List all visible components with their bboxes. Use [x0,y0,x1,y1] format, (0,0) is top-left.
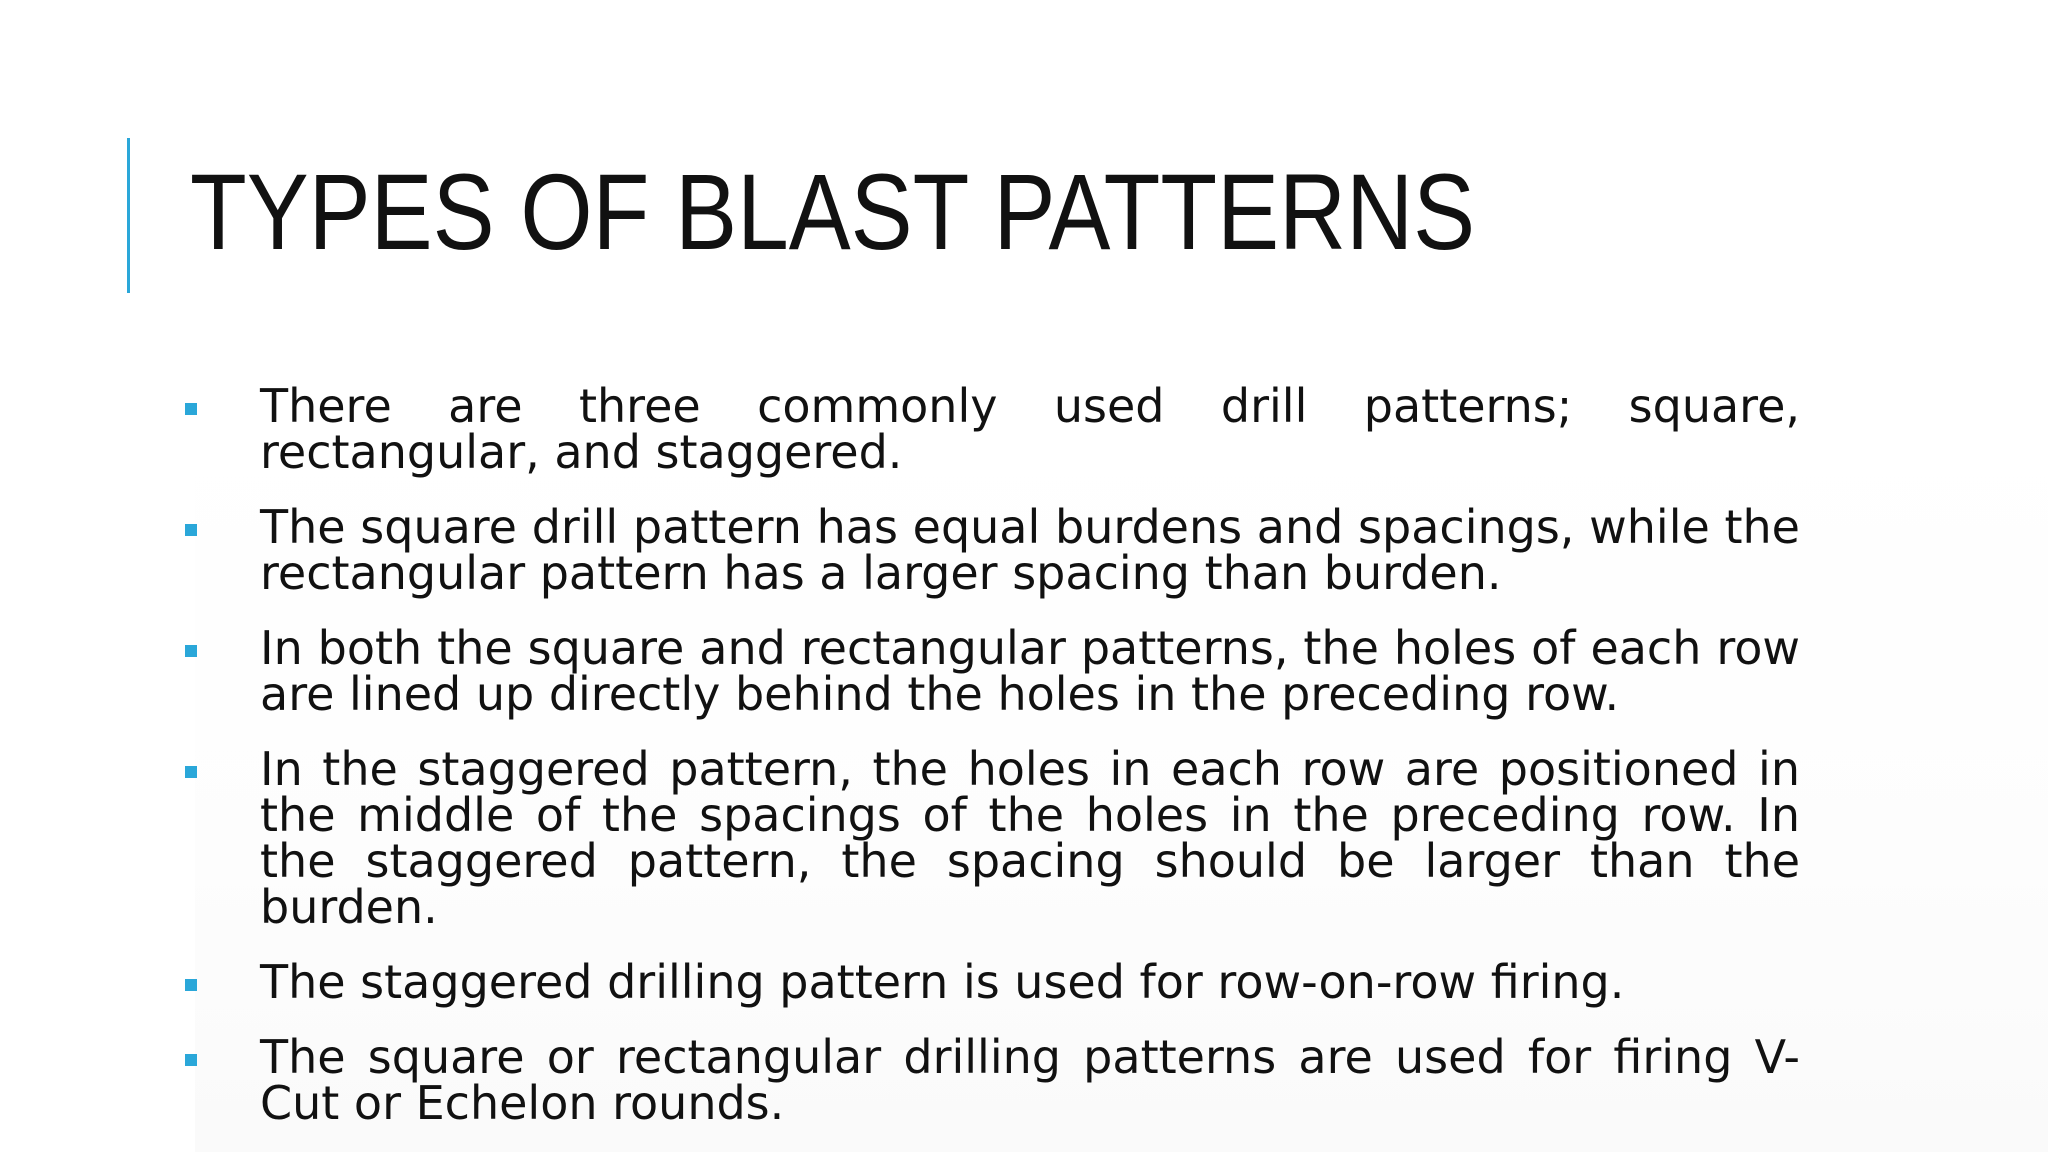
square-bullet-icon [185,1054,197,1066]
square-bullet-icon [185,403,197,415]
square-bullet-icon [185,979,197,991]
bullet-item [180,955,1800,1009]
bullet-item [180,1030,1800,1130]
bullet-text: In both the square and rectangular patterns, the holes of each row are lined up directly behind the holes in the preceding row. [260,621,1800,721]
bullet-text: The staggered drilling pattern is used for row-on-row firing. [260,955,1625,1009]
bullet-text: There are three commonly used drill patterns; square, rectangular, and staggered. [260,379,1800,479]
bullet-text: In the staggered pattern, the holes in each row are positioned in the middle of the spacings of the holes in the preceding row. In the staggered pattern, the spacing should be larger than the burden. [260,742,1800,934]
square-bullet-icon [185,524,197,536]
bullet-item [180,621,1800,721]
bullet-list [180,379,1800,1152]
bullet-text: The square or rectangular drilling patterns are used for firing V-Cut or Echelon rounds. [260,1030,1800,1130]
title-accent-bar [127,138,130,293]
bullet-item [180,500,1800,600]
bullet-item [180,379,1800,479]
bullet-text: The square drill pattern has equal burdens and spacings, while the rectangular pattern has a larger spacing than burden. [260,500,1800,600]
square-bullet-icon [185,766,197,778]
square-bullet-icon [185,645,197,657]
bullet-item [180,742,1800,934]
slide-title: TYPES OF BLAST PATTERNS [190,151,1476,272]
